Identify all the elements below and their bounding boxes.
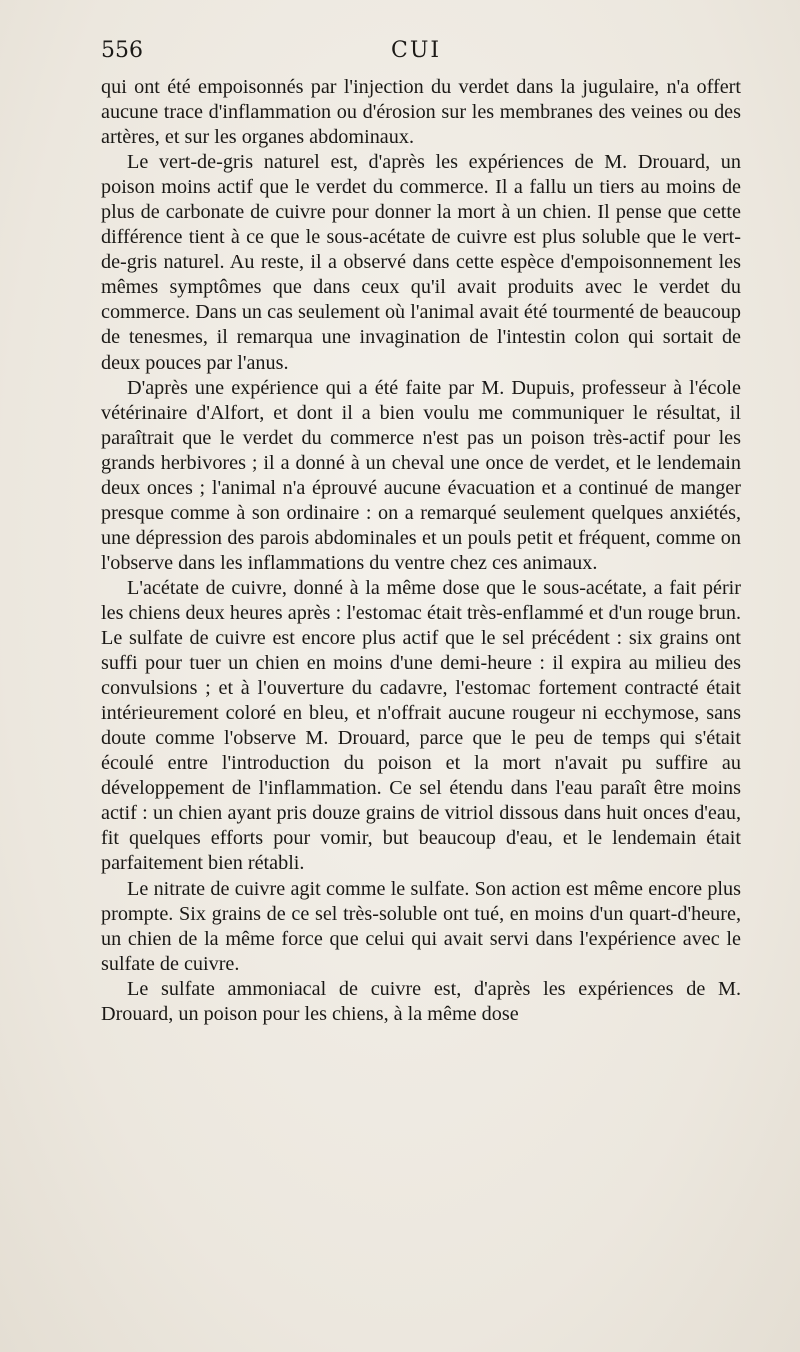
paragraph-vert-de-gris: Le vert-de-gris naturel est, d'après les expériences de M. Drouard, un poison moins actif que le verdet du commerce. Il a fallu un tiers au moins de plus de carbonate de cuivre pour donner la mort à un chien. Il pense que cette différence tient à ce que le sous-acétate de cuivre est plus soluble que le vert-de-gris naturel. Au reste, il a observé dans cette espèce d'empoisonnement les mêmes symptômes que dans ceux qu'il avait produits avec le verdet du commerce. Dans un cas seulement où l'animal avait été tourmenté de beaucoup de tenesmes, il remarqua une invagination de l'intestin colon qui sortait de deux pouces par l'anus.	[101, 151, 741, 374]
paragraph-sulfate-ammoniacal: Le sulfate ammoniacal de cuivre est, d'après les expériences de M. Drouard, un poison pour les chiens, à la même dose	[101, 977, 741, 1025]
paragraph-continued: qui ont été empoisonnés par l'injection du verdet dans la jugulaire, n'a offert aucune trace d'inflammation ou d'érosion sur les membranes des veines ou des artères, et sur les organes abdominaux.	[101, 76, 741, 149]
running-head: CUI	[391, 38, 442, 63]
paragraph-acetate-sulfate: L'acétate de cuivre, donné à la même dose que le sous-acétate, a fait périr les chiens deux heures après : l'estomac était très-enflammé et d'un rouge brun. Le sulfate de cuivre est encore plus actif que le sel précédent : six grains ont suffi pour tuer un chien en moins d'une demi-heure : il expira au milieu des convulsions ; et à l'ouverture du cadavre, l'estomac fortement contracté était intérieurement coloré en bleu, et n'offrait aucune rougeur ni ecchymose, sans doute comme l'observe M. Drouard, parce que le peu de temps qui s'était écoulé entre l'introduction du poison et la mort n'avait pu suffire au développement de l'inflammation. Ce sel étendu dans l'eau paraît être moins actif : un chien ayant pris douze grains de vitriol dissous dans huit onces d'eau, fit quelques efforts pour vomir, but beaucoup d'eau, et le lendemain était parfaitement bien rétabli.	[101, 576, 741, 875]
paragraph-nitrate: Le nitrate de cuivre agit comme le sulfate. Son action est même encore plus prompte. Six grains de ce sel très-soluble ont tué, en moins d'un quart-d'heure, un chien de la même force que celui qui avait servi dans l'expérience avec le sulfate de cuivre.	[101, 877, 741, 975]
page-number: 556	[101, 38, 143, 63]
paragraph-dupuis-experiment: D'après une expérience qui a été faite par M. Dupuis, professeur à l'école vétérinaire d'Alfort, et dont il a bien voulu me communiquer le résultat, il paraîtrait que le verdet du commerce n'est pas un poison très-actif pour les grands herbivores ; il a donné à un cheval une once de verdet, et le lendemain deux onces ; l'animal n'a éprouvé aucune évacuation et a continué de manger presque comme à son ordinaire : on a remarqué seulement quelques anxiétés, une dépression des parois abdominales et un pouls petit et fréquent, comme on l'observe dans les inflammations du ventre chez ces animaux.	[101, 376, 741, 574]
page-header	[101, 30, 741, 70]
body-text	[101, 75, 741, 1027]
